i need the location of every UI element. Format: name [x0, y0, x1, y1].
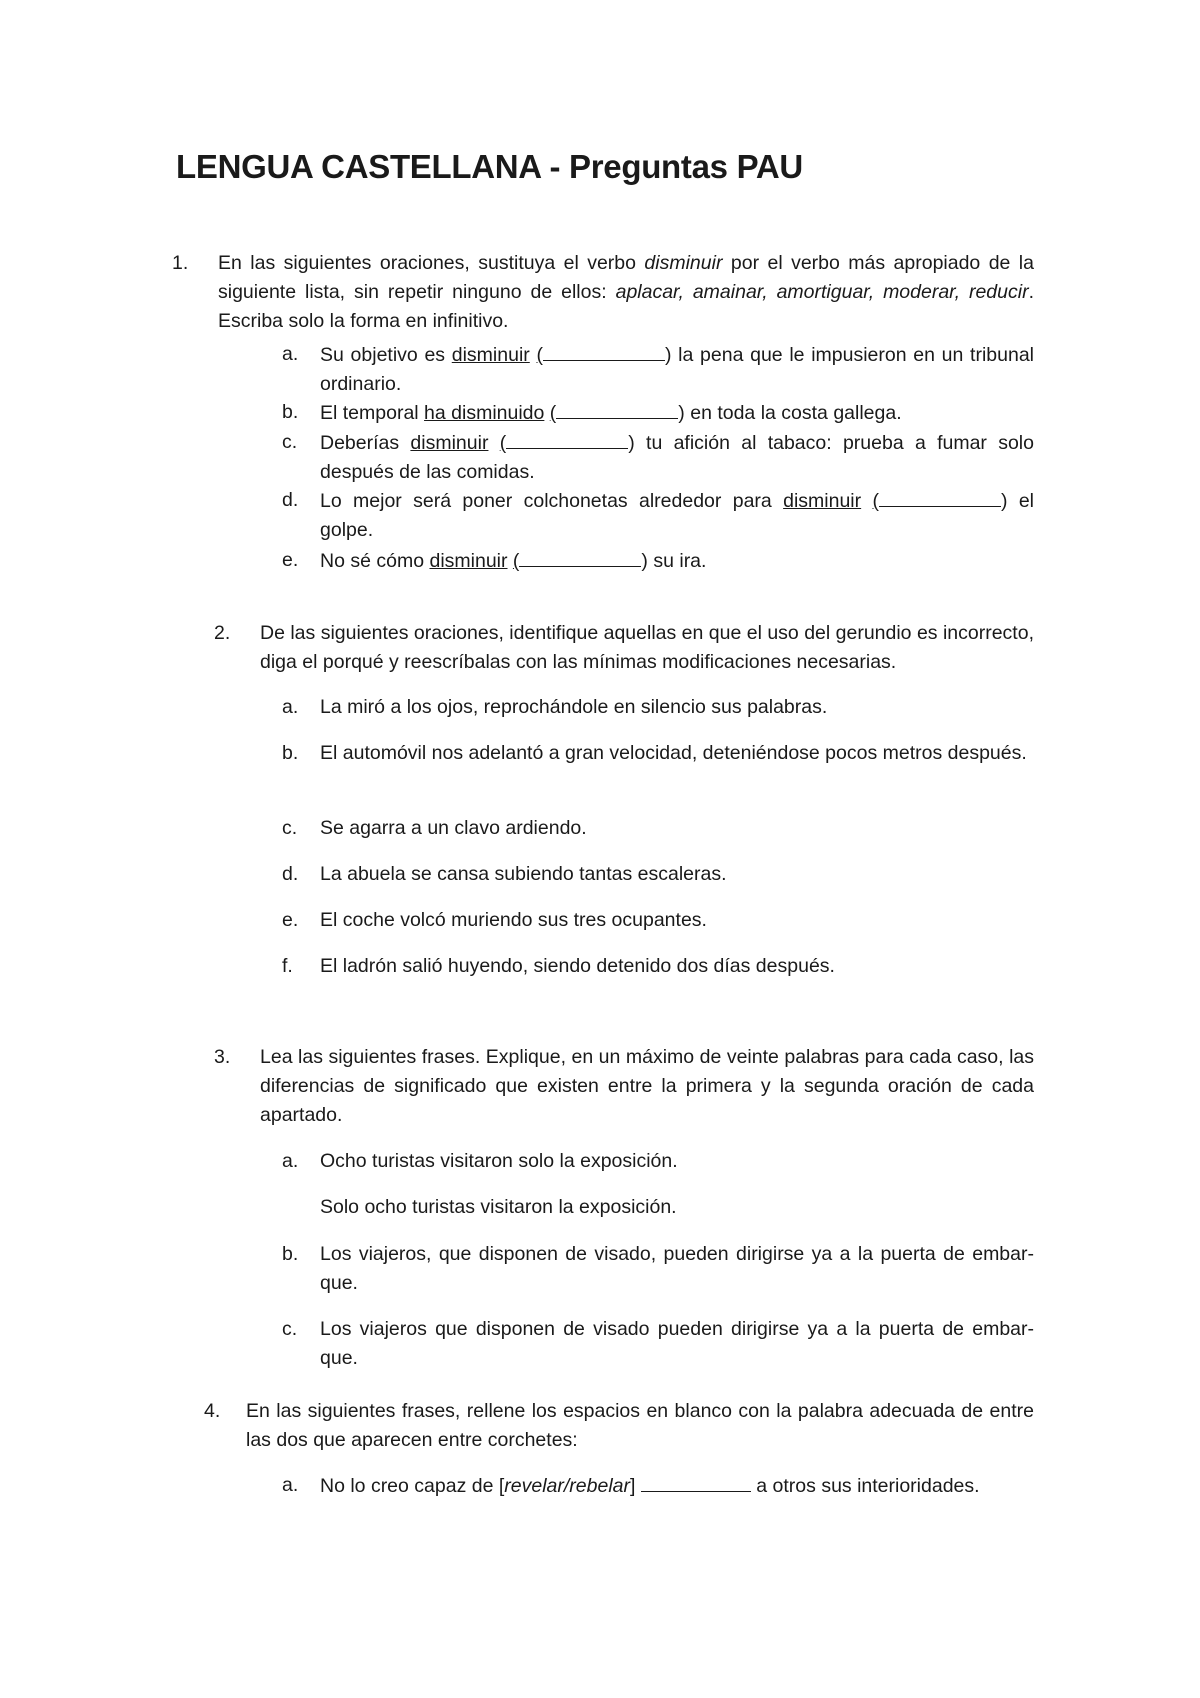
q1-item-c: Deberías disminuir ( ) tu afición al tabaco: prueba a fumar solo después de las comidas.: [320, 428, 1034, 487]
q4-a-after: a otros sus interioridades.: [756, 1475, 980, 1497]
q1-c-verb: disminuir: [410, 432, 489, 454]
question-1-number: 1.: [172, 252, 189, 274]
q2-item-b-label: b.: [282, 742, 299, 764]
q3-item-a-label: a.: [282, 1150, 299, 1172]
q1-e-before: No sé cómo: [320, 550, 425, 572]
q2-item-f: El ladrón salió huyendo, siendo detenido dos días después.: [320, 955, 835, 977]
q4-a-before: No lo creo capaz de [: [320, 1475, 505, 1497]
q1-intro: En las siguientes oraciones, sustituya el verbo: [218, 252, 636, 274]
q1-item-a: Su objetivo es disminuir ( ) la pena que le impusieron en un tribunal ordinario.: [320, 340, 1034, 399]
question-3-number: 3.: [214, 1046, 231, 1068]
q1-b-open: (: [549, 402, 557, 424]
question-2-number: 2.: [214, 622, 231, 644]
q1-d-before: Lo mejor será poner colchonetas alrededor para: [320, 490, 772, 512]
q1-b-before: El temporal: [320, 402, 419, 424]
q2-item-f-label: f.: [282, 955, 293, 977]
q1-a-open: (: [536, 344, 543, 366]
page-title: LENGUA CASTELLANA - Preguntas PAU: [176, 148, 803, 185]
q1-item-d-label: d.: [282, 489, 299, 511]
q4-item-a: No lo creo capaz de [revelar/rebelar] a otros sus interioridades.: [320, 1471, 1034, 1501]
q1-item-b-label: b.: [282, 401, 299, 423]
q1-a-after: la pena que le impusieron en un tribunal ordinario.: [320, 344, 1035, 395]
question-1-text: [218, 249, 1034, 336]
q1-a-before: Su objetivo es: [320, 344, 446, 366]
q1-mid: por el verbo más apropiado de la siguiente lista, sin repetir ninguno de ellos:: [218, 252, 1034, 303]
question-3-text: Lea las siguientes frases. Explique, en un máximo de veinte palabras para cada caso, las diferencias de significado que existen entre la primera y la segunda oración de cada apartado.: [260, 1046, 1034, 1126]
q1-d-blank[interactable]: [879, 486, 1001, 507]
q2-item-e-label: e.: [282, 909, 299, 931]
q1-item-e: No sé cómo disminuir ( ) su ira.: [320, 546, 1034, 576]
question-2-text: De las siguientes oraciones, identifique aquellas en que el uso del gerundio es incorrecto, diga el porqué y reescríbalas con las mínimas modificaciones necesarias.: [260, 622, 1034, 673]
question-4-text: En las siguientes frases, rellene los espacios en blanco con la palabra adecuada de entre las dos que aparecen entre corchetes:: [246, 1400, 1034, 1451]
q1-item-a-label: a.: [282, 343, 299, 365]
q1-c-blank[interactable]: [506, 428, 628, 449]
q1-verb: disminuir: [644, 252, 723, 274]
q1-d-verb: disminuir: [783, 490, 862, 512]
q4-a-options: revelar/rebelar: [504, 1475, 631, 1497]
q2-item-b: El automóvil nos adelantó a gran velocidad, deteniéndose pocos metros después.: [320, 742, 1027, 764]
q1-item-c-label: c.: [282, 431, 298, 453]
q2-item-c: Se agarra a un clavo ardiendo.: [320, 817, 587, 839]
q3-item-b: Los viajeros, que disponen de visado, pueden dirigirse ya a la puerta de embar-que.: [320, 1243, 1034, 1294]
q1-e-after: su ira.: [653, 550, 707, 572]
q4-item-a-label: a.: [282, 1474, 299, 1496]
q2-item-d-label: d.: [282, 863, 299, 885]
q1-c-after: tu afición al tabaco: prueba a fumar solo después de las comidas.: [320, 432, 1034, 483]
q4-a-blank[interactable]: [641, 1471, 751, 1492]
q3-item-a: Ocho turistas visitaron solo la exposición.: [320, 1150, 678, 1172]
q1-b-verb: ha disminuido: [424, 402, 545, 424]
q1-d-after: el golpe.: [320, 490, 1034, 541]
q1-options: aplacar, amainar, amortiguar, moderar, reducir: [615, 281, 1029, 303]
q1-e-verb: disminuir: [429, 550, 508, 572]
q3-item-c-label: c.: [282, 1318, 298, 1340]
q3-item-b-label: b.: [282, 1243, 299, 1265]
q1-d-open: (: [872, 490, 879, 512]
q2-item-d: La abuela se cansa subiendo tantas escaleras.: [320, 863, 727, 885]
q1-b-blank[interactable]: [556, 398, 678, 419]
question-4-number: 4.: [204, 1400, 221, 1422]
q1-tail: . Escriba solo la forma en infinitivo.: [218, 281, 1034, 332]
q1-a-blank[interactable]: [543, 340, 665, 361]
q1-c-before: Deberías: [320, 432, 400, 454]
q1-item-e-label: e.: [282, 549, 299, 571]
q1-c-open: (: [499, 432, 507, 454]
q2-item-a: La miró a los ojos, reprochándole en silencio sus palabras.: [320, 696, 828, 718]
q2-item-e: El coche volcó muriendo sus tres ocupantes.: [320, 909, 707, 931]
q1-e-open: (: [512, 550, 520, 572]
q1-item-b: El temporal ha disminuido ( ) en toda la costa gallega.: [320, 398, 1034, 428]
q1-item-d: Lo mejor será poner colchonetas alrededor para disminuir ( ) el golpe.: [320, 486, 1034, 545]
q1-b-after: en toda la costa gallega.: [690, 402, 902, 424]
q1-a-verb: disminuir: [451, 344, 530, 366]
q3-item-c: Los viajeros que disponen de visado pueden dirigirse ya a la puerta de embar-que.: [320, 1318, 1034, 1369]
q2-item-c-label: c.: [282, 817, 298, 839]
q1-e-blank[interactable]: [519, 546, 641, 567]
q3-item-a-second: Solo ocho turistas visitaron la exposición.: [320, 1196, 677, 1218]
q2-item-a-label: a.: [282, 696, 299, 718]
